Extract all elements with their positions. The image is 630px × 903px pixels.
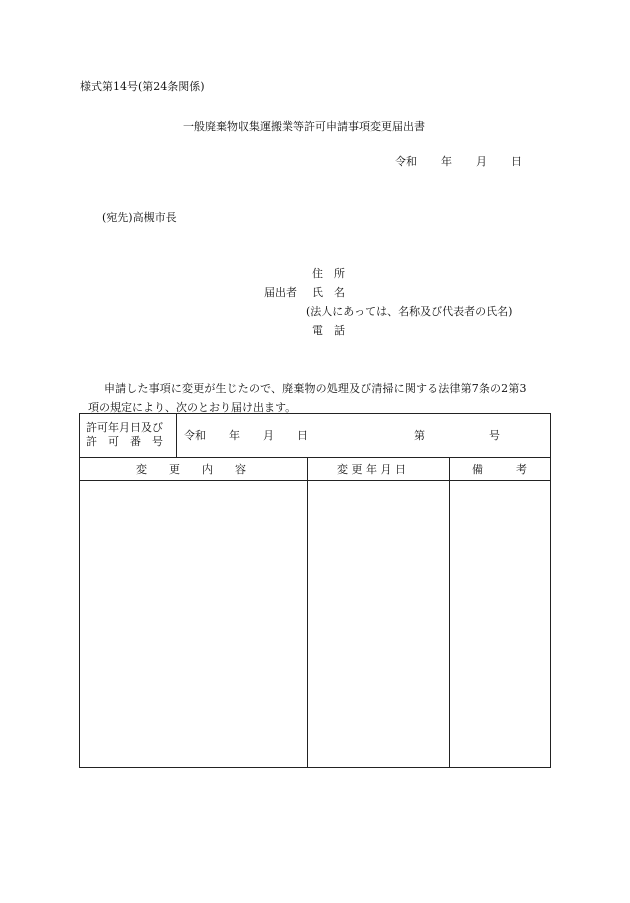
- permit-date-era: 令和: [184, 429, 206, 442]
- date-month: 月: [476, 155, 487, 168]
- date-day: 日: [511, 155, 522, 168]
- change-notification-table: [79, 413, 551, 768]
- date-year: 年: [441, 155, 452, 168]
- header-change-content: 変 更 内 容: [136, 463, 246, 476]
- change-content-input-area[interactable]: [80, 481, 307, 767]
- body-text: [88, 379, 558, 417]
- body-text-line-1: 申請した事項に変更が生じたので、廃棄物の処理及び清掃に関する法律第7条の2第3: [104, 382, 527, 395]
- permit-number-go: 号: [489, 429, 500, 442]
- address-label: 住 所: [312, 267, 345, 280]
- permit-label-line-1: 許可年月日及び: [86, 421, 163, 434]
- date-era: 令和: [395, 155, 417, 168]
- permit-date: [184, 430, 308, 441]
- submission-date: [395, 156, 522, 167]
- addressee: (宛先)高槻市長: [102, 211, 177, 224]
- table-divider-permit: [80, 457, 550, 458]
- permit-number: [414, 430, 500, 441]
- permit-label: [86, 421, 163, 449]
- phone-label: 電 話: [312, 324, 345, 337]
- permit-date-year: 年: [229, 429, 240, 442]
- corporate-note: (法人にあっては、名称及び代表者の氏名): [306, 305, 513, 318]
- header-remarks: 備 考: [472, 463, 527, 476]
- permit-date-day: 日: [297, 429, 308, 442]
- permit-label-line-2: 許 可 番 号: [86, 435, 163, 448]
- body-text-line-2: 項の規定により、次のとおり届け出ます。: [88, 401, 297, 414]
- name-label: 氏 名: [312, 286, 345, 299]
- permit-label-divider: [176, 414, 177, 457]
- document-title: 一般廃棄物収集運搬業等許可申請事項変更届出書: [183, 120, 425, 133]
- form-number: 様式第14号(第24条関係): [80, 80, 205, 93]
- permit-number-dai: 第: [414, 429, 425, 442]
- header-change-date: 変 更 年 月 日: [337, 463, 406, 476]
- remarks-input-area[interactable]: [450, 481, 550, 767]
- permit-date-month: 月: [263, 429, 274, 442]
- notifier-label: 届出者: [264, 286, 297, 299]
- change-date-input-area[interactable]: [308, 481, 449, 767]
